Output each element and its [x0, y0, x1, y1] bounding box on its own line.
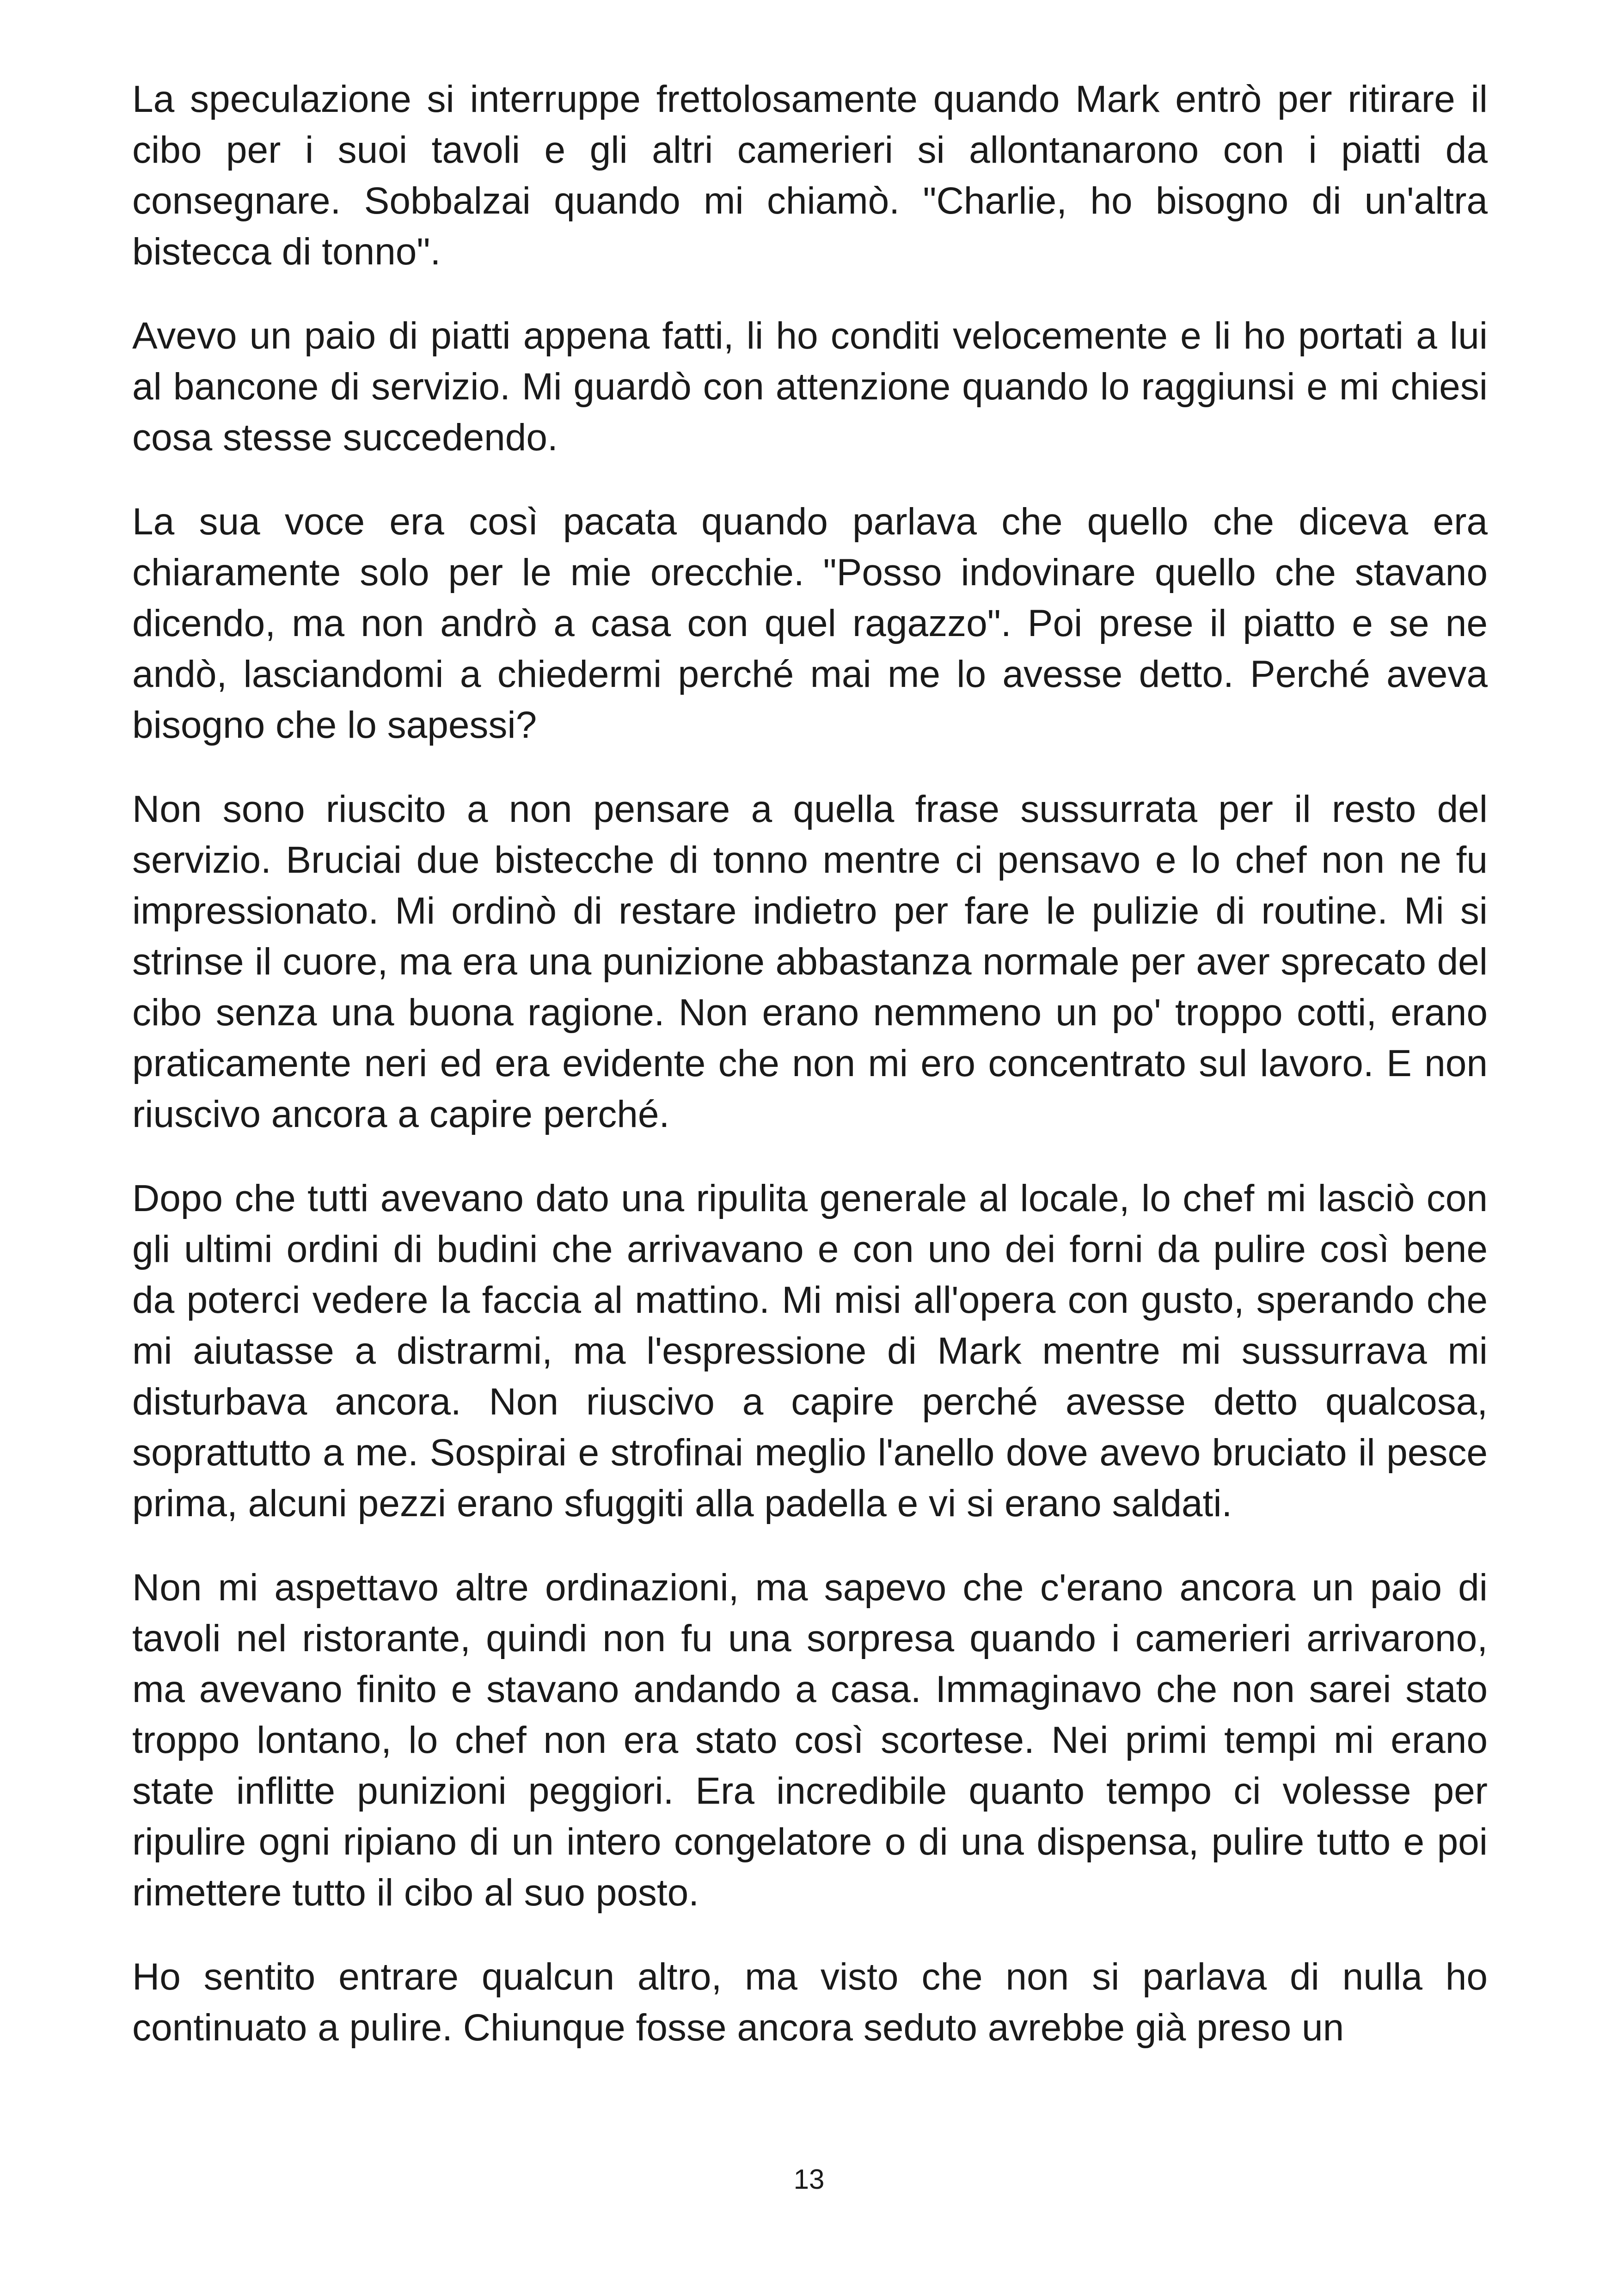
paragraph: Non mi aspettavo altre ordinazioni, ma sapevo che c'erano ancora un paio di tavoli nel ristorante, quindi non fu una sorpresa quando i camerieri arrivarono, ma avevano finito e stavano andando a casa. Immaginavo che non sarei stato troppo lontano, lo chef non era stato così scortese. Nei primi tempi mi erano state inflitte punizioni peggiori. Era incredibile quanto tempo ci volesse per ripulire ogni ripiano di un intero congelatore o di una dispensa, pulire tutto e poi rimettere tutto il cibo al suo posto. — [132, 1567, 1488, 1914]
paragraph: Ho sentito entrare qualcun altro, ma visto che non si parlava di nulla ho continuato a pulire. Chiunque fosse ancora seduto avrebbe già preso un — [132, 1956, 1488, 2049]
paragraph: Non sono riuscito a non pensare a quella frase sussurrata per il resto del servizio. Bruciai due bistecche di tonno mentre ci pensavo e lo chef non ne fu impressionato. Mi ordinò di restare indietro per fare le pulizie di routine. Mi si strinse il cuore, ma era una punizione abbastanza normale per aver sprecato del cibo senza una buona ragione. Non erano nemmeno un po' troppo cotti, erano praticamente neri ed era evidente che non mi ero concentrato sul lavoro. E non riuscivo ancora a capire perché. — [132, 788, 1488, 1135]
paragraph: Dopo che tutti avevano dato una ripulita generale al locale, lo chef mi lasciò con gli ultimi ordini di budini che arrivavano e con uno dei forni da pulire così bene da poterci vedere la faccia al mattino. Mi misi all'opera con gusto, sperando che mi aiutasse a distrarmi, ma l'espressione di Mark mentre mi sussurrava mi disturbava ancora. Non riuscivo a capire perché avesse detto qualcosa, soprattutto a me. Sospirai e strofinai meglio l'anello dove avevo bruciato il pesce prima, alcuni pezzi erano sfuggiti alla padella e vi si erano saldati. — [132, 1177, 1488, 1525]
body-text — [132, 74, 1488, 2053]
paragraph: La sua voce era così pacata quando parlava che quello che diceva era chiaramente solo per le mie orecchie. "Posso indovinare quello che stavano dicendo, ma non andrò a casa con quel ragazzo". Poi prese il piatto e se ne andò, lasciandomi a chiedermi perché mai me lo avesse detto. Perché aveva bisogno che lo sapessi? — [132, 501, 1488, 746]
paragraph: La speculazione si interruppe frettolosamente quando Mark entrò per ritirare il cibo per i suoi tavoli e gli altri camerieri si allontanarono con i piatti da consegnare. Sobbalzai quando mi chiamò. "Charlie, ho bisogno di un'altra bistecca di tonno". — [132, 78, 1488, 273]
page-number: 13 — [793, 2164, 825, 2195]
paragraph: Avevo un paio di piatti appena fatti, li ho conditi velocemente e li ho portati a lui al bancone di servizio. Mi guardò con attenzione quando lo raggiunsi e mi chiesi cosa stesse succedendo. — [132, 315, 1488, 459]
